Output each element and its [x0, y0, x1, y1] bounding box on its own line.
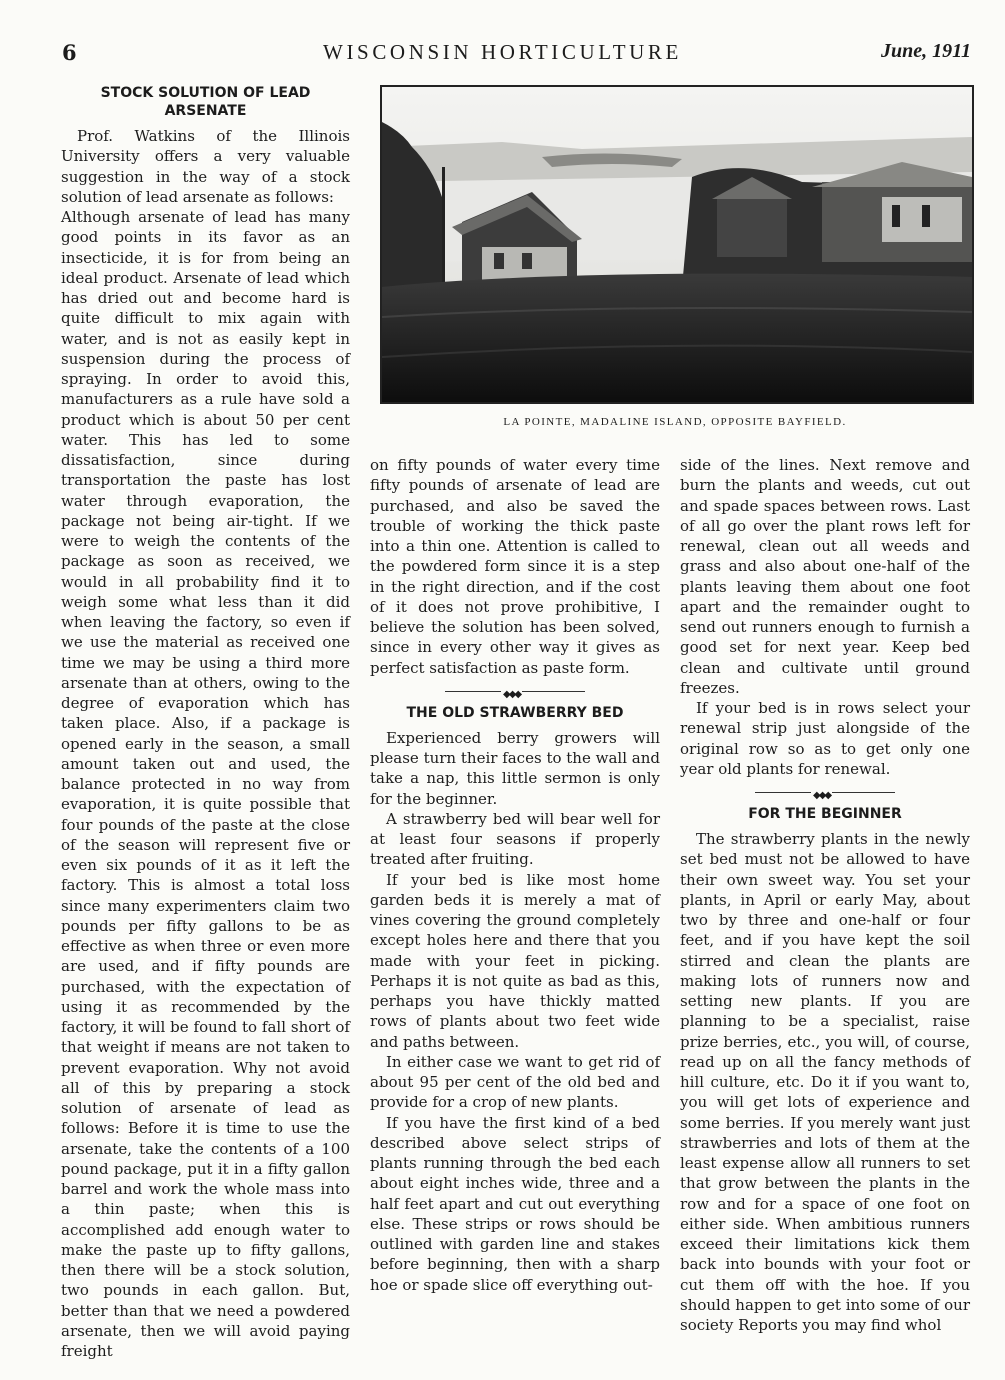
- landscape-photo: [382, 87, 972, 402]
- ornament: ◆◆◆: [811, 786, 832, 806]
- paragraph: Although arsenate of lead has many good points in its favor as an insecticide, it is for from being an ideal product. Arsenate of lead which has dried out and become hard is quite difficult to mix again with water, and is not as easily kept in suspension during the process of spraying. In order to avoid this, manufacturers as a rule have sold a product which is about 50 per cent water. This has led to some dissatisfaction, since during transportation the paste has lost water through evaporation, the package not being air-tight. If we were to weigh the contents of the package as soon as received, we would in all probability find it to weigh some what less than it did when leaving the factory, so even if we use the material as received one time we may be using a third more arsenate than at others, owing to the degree of evaporation which has taken place. Also, if a package is opened early in the season, a small amount taken out and used, the balance protected in no way from evaporation, it is quite possible that four pounds of the paste at the close of the season will represent five or even six pounds of it as it left the factory. This is almost a total loss since many experimenters claim two pounds per fifty gallons to be as effective as when three or even more are used, and if fifty pounds are purchased, with the expectation of using it as recommended by the factory, it will be found to fall short of that weight if means are not taken to prevent evaporation. Why not avoid all of this by preparing a stock solution of arsenate of lead as follows: Before it is time to use the arsenate, take the contents of a 100 pound package, put it in a fifty gallon barrel and work the whole mass into a thin paste; when this is accomplished add enough water to make the paste up to fifty gallons, then there will be a stock solution, two pounds in each gallon. But, better than that we need a powdered arsenate, then we will avoid paying freight: [61, 208, 350, 1360]
- article-title-for-the-beginner: FOR THE BEGINNER: [748, 806, 902, 822]
- photo-caption: LA POINTE, MADALINE ISLAND, OPPOSITE BAYFIELD.: [503, 416, 847, 428]
- column-3: [680, 455, 970, 1335]
- paragraph: If your bed is in rows select your renewal strip just alongside of the original row so as to get only one year old plants for renewal.: [680, 699, 970, 778]
- issue-date: June, 1911: [880, 40, 971, 62]
- paragraph: side of the lines. Next remove and burn the plants and weeds, cut out and spade spaces between rows. Last of all go over the plant rows left for renewal, clean out all weeds and grass and also about one-half of the plants leaving them about one foot apart and the remainder ought to send out runners enough to furnish a good set for next year. Keep bed clean and cultivate until ground freezes.: [680, 456, 970, 697]
- column-1: [61, 84, 350, 1361]
- paragraph: If you have the first kind of a bed described above select strips of plants running through the bed each about eight inches wide, three and a half feet apart and cut out everything else. These strips or rows should be outlined with garden line and stakes before beginning, then with a sharp hoe or spade slice off everything out-: [370, 1113, 660, 1294]
- page-number: 6: [62, 40, 77, 65]
- column-2: [370, 455, 660, 1295]
- article-title-strawberry-bed: THE OLD STRAWBERRY BED: [406, 704, 624, 721]
- paragraph: Experienced berry growers will please turn their faces to the wall and take a nap, this little sermon is only for the beginner.: [370, 728, 660, 808]
- paragraph: The strawberry plants in the newly set bed must not be allowed to have their own sweet way. You set your plants, in April or early May, about two by three and one-half or four feet, and if you have kept the soil stirred and clean the plants are making lots of runners now and setting new plants. If you are planning to be a specialist, raise prize berries, etc., you will, of course, read up on all the fancy methods of hill culture, etc. Do it if you want to, you will get lots of experience and some berries. If you merely want just strawberries and lots of them at the least expense allow all runners to set that grow between the plants in the row and for a space of one foot on either side. When ambitious runners exceed their limitations kick them back into bounds with your foot or cut them off with the hoe. If you should happen to get into some of our society Reports you may find whol: [680, 830, 970, 1334]
- paragraph: In either case we want to get rid of about 95 per cent of the old bed and provide for a crop of new plants.: [370, 1052, 660, 1112]
- photograph-la-pointe: [380, 85, 974, 404]
- section-divider: [370, 678, 660, 704]
- paragraph: Prof. Watkins of the Illinois University offers a very valuable suggestion in the way of a stock solution of lead arsenate as follows:: [61, 127, 350, 206]
- page-header: [0, 0, 1005, 70]
- paragraph: If your bed is like most home garden beds it is merely a mat of vines covering the ground completely except holes here and there that you made with your feet in picking. Perhaps it is not quite as bad as this, perhaps you have thickly matted rows of plants about two feet wide and paths between.: [370, 870, 660, 1051]
- journal-title: WISCONSIN HORTICULTURE: [323, 40, 682, 64]
- paragraph: A strawberry bed will bear well for at least four seasons if properly treated after fruiting.: [370, 809, 660, 869]
- article-title-lead-arsenate: STOCK SOLUTION OF LEAD ARSENATE: [100, 85, 311, 119]
- section-divider: [680, 779, 970, 805]
- ornament: ◆◆◆: [501, 685, 522, 705]
- paragraph: on fifty pounds of water every time fifty pounds of arsenate of lead are purchased, and also be saved the trouble of working the thick paste into a thin one. Attention is called to the powdered form since it is a step in the right direction, and if the cost of it does not prove prohibitive, I believe the solution has been solved, since in every other way it gives as perfect satisfaction as paste form.: [370, 456, 660, 677]
